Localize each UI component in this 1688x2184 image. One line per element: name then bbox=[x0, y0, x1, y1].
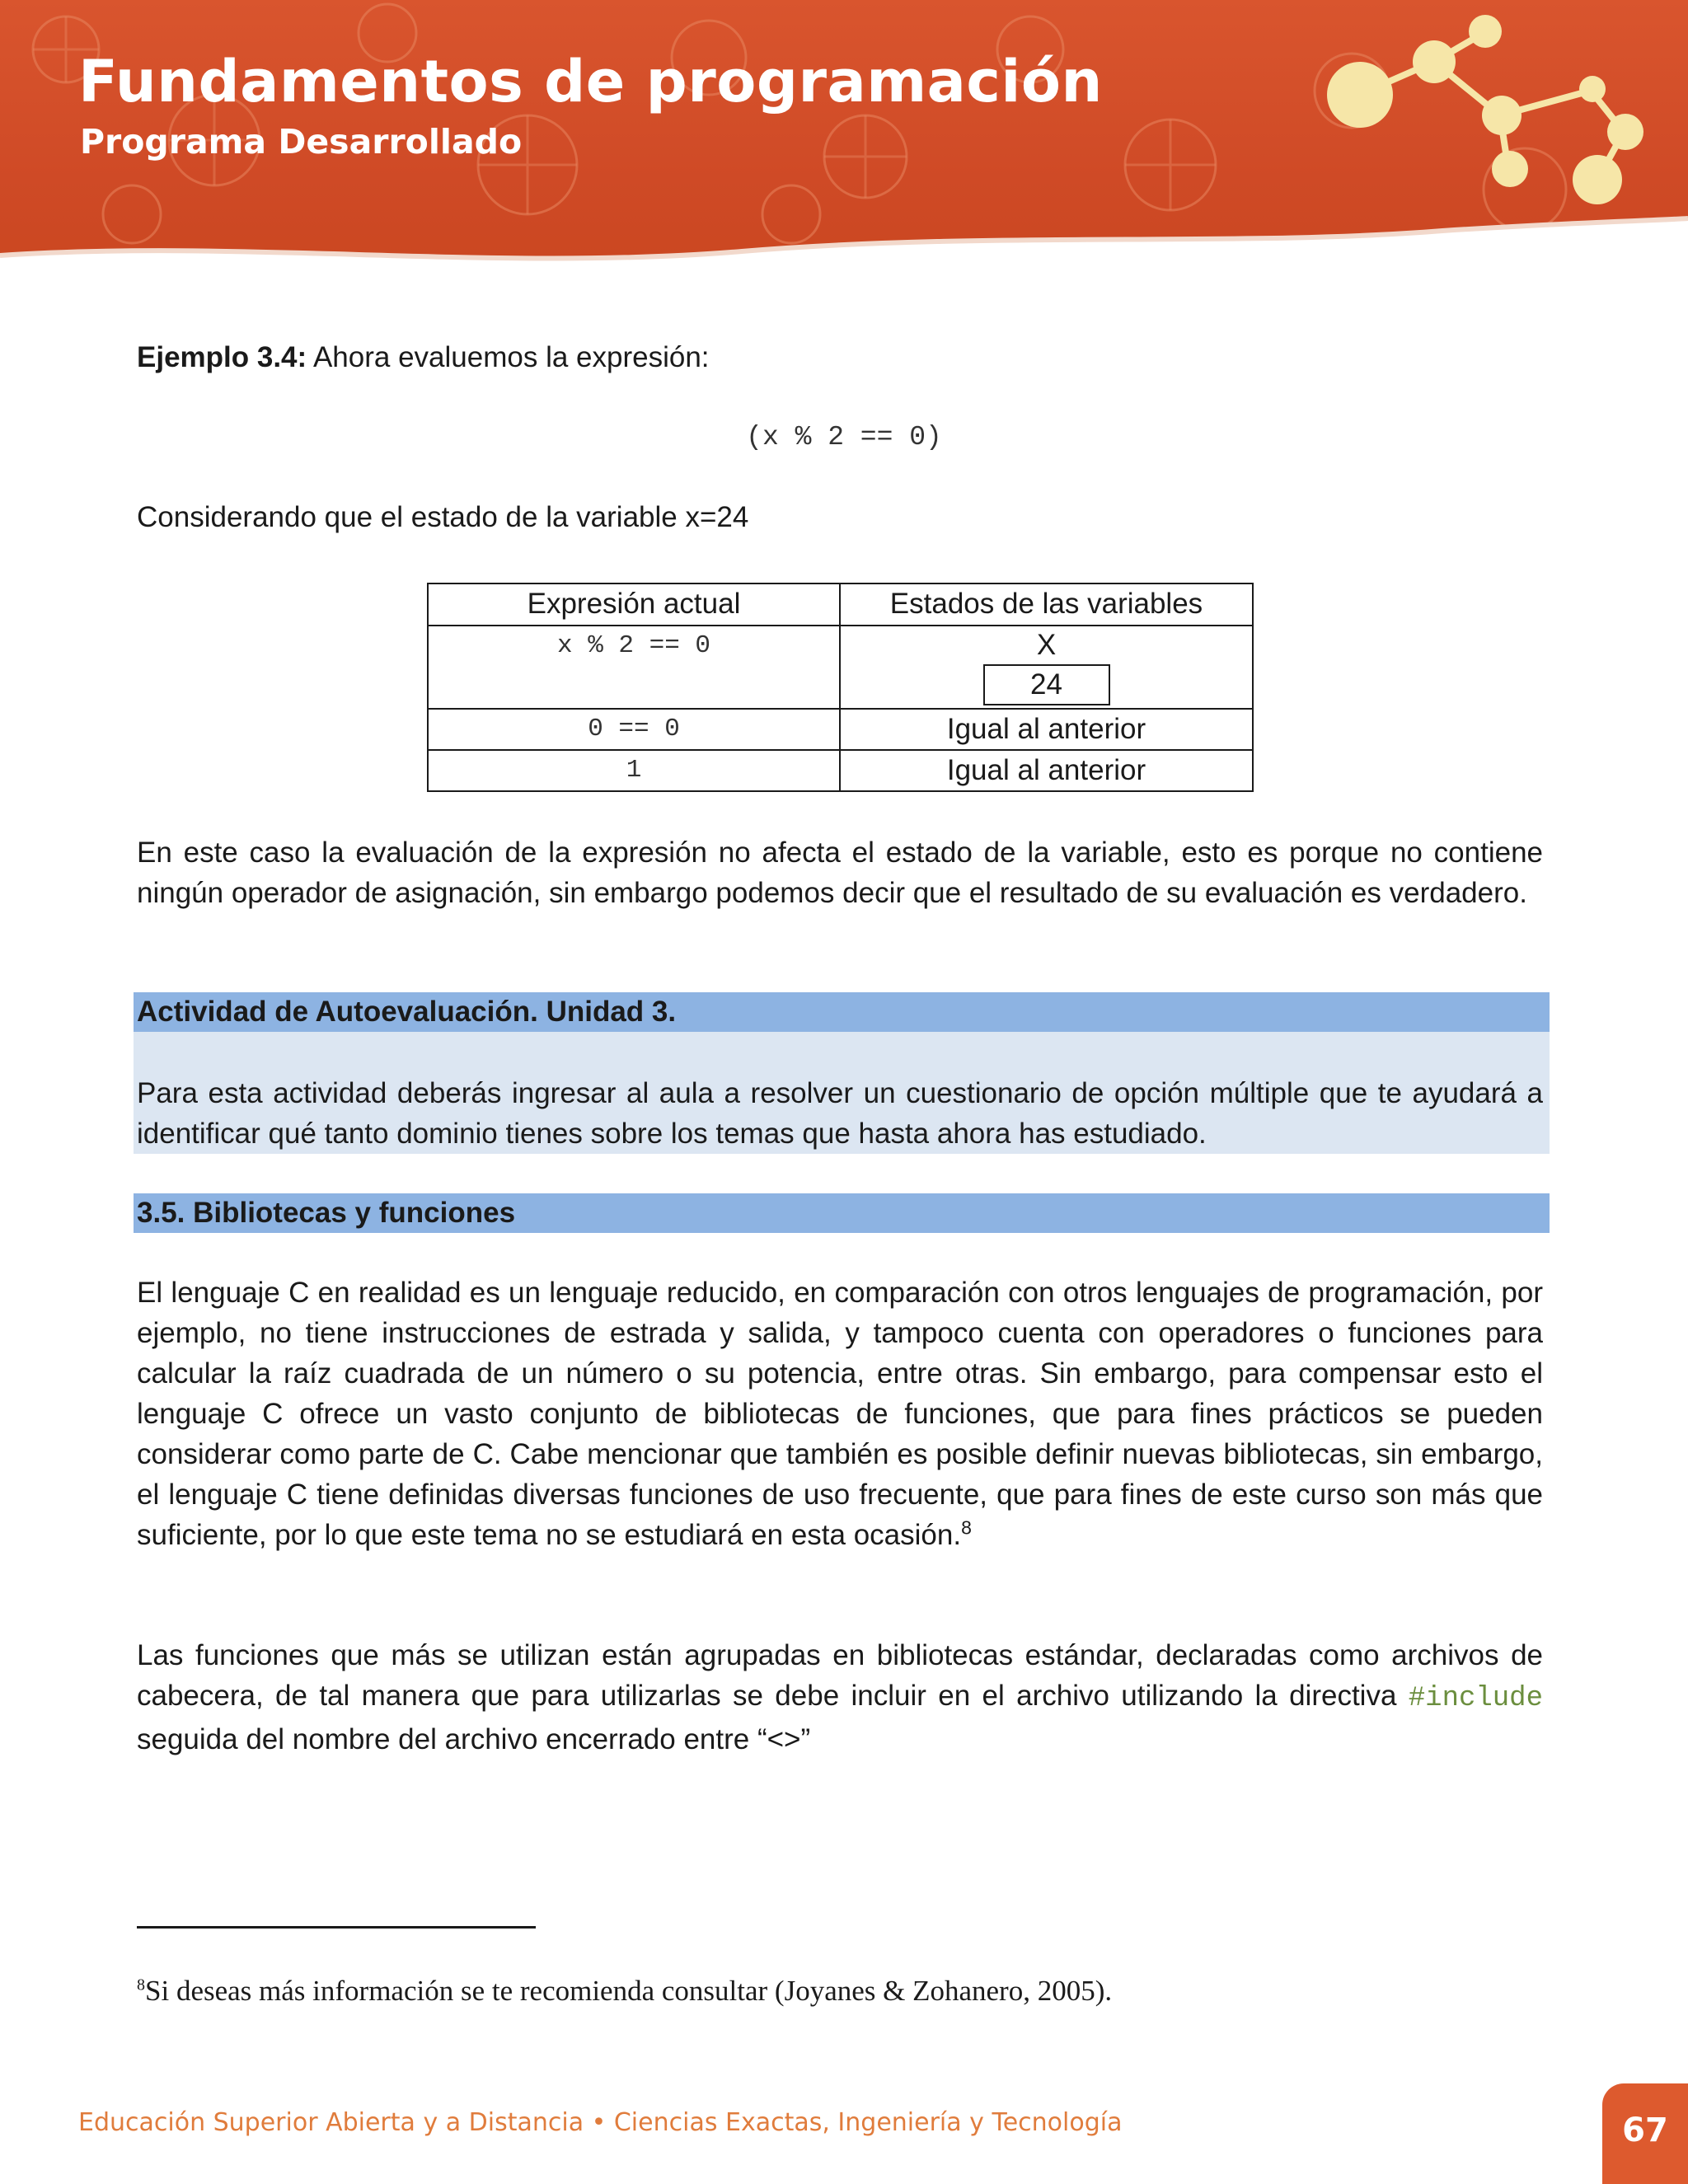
example-heading bbox=[137, 341, 710, 374]
header-wave-edge bbox=[0, 214, 1688, 297]
paragraph-2-text-b: seguida del nombre del archivo encerrado entre “<>” bbox=[137, 1723, 811, 1755]
variable-state-cell bbox=[840, 626, 1253, 709]
variable-condition: Considerando que el estado de la variable x=24 bbox=[137, 501, 749, 533]
example-text: Ahora evaluemos la expresión: bbox=[307, 341, 710, 373]
include-directive: #include bbox=[1408, 1683, 1543, 1714]
page-number: 67 bbox=[1622, 2111, 1668, 2149]
table-row bbox=[428, 626, 1253, 709]
paragraph-2-text-a: Las funciones que más se utilizan están agrupadas en bibliotecas estándar, declaradas como archivos de cabecera, de tal manera que para utilizarlas se debe incluir en el archivo utilizando la directiva bbox=[137, 1639, 1543, 1712]
activity-body-text: Para esta actividad deberás ingresar al aula a resolver un cuestionario de opción múltiple que te ayudará a identificar qué tanto dominio tienes sobre los temas que hasta ahora has estudiado. bbox=[137, 1077, 1543, 1150]
expression-code: (x % 2 == 0) bbox=[746, 422, 942, 452]
molecule-icon bbox=[1261, 0, 1688, 239]
page-header bbox=[0, 0, 1688, 297]
footer-institution: Educación Superior Abierta y a Distancia • Ciencias Exactas, Ingeniería y Tecnología bbox=[78, 2108, 1123, 2137]
footnote-separator bbox=[137, 1926, 536, 1929]
expression-cell: 0 == 0 bbox=[428, 709, 840, 750]
document-title: Fundamentos de programación bbox=[78, 48, 1103, 115]
paragraph-1-text: El lenguaje C en realidad es un lenguaje reducido, en comparación con otros lenguajes de programación, por ejemplo, no tiene instrucciones de estrada y salida, y tampoco cuenta con operadores o funciones para calcular la raíz cuadrada de un número o su potencia, entre otras. Sin embargo, para compensar esto el lenguaje C ofrece un vasto conjunto de bibliotecas de funciones, que para fines prácticos se pueden considerar como parte de C. Cabe mencionar que también es posible definir nuevas bibliotecas, sin embargo, el lenguaje C tiene definidas diversas funciones de uso frecuente, que para fines de este curso son más que suficiente, por lo que este tema no se estudiará en esta ocasión. bbox=[137, 1277, 1543, 1551]
evaluation-table bbox=[427, 583, 1254, 792]
variable-state-cell: Igual al anterior bbox=[840, 750, 1253, 791]
footnote-marker: 8 bbox=[137, 1975, 145, 1994]
document-subtitle: Programa Desarrollado bbox=[80, 122, 523, 162]
footnote-reference: 8 bbox=[961, 1516, 972, 1539]
evaluation-explanation: En este caso la evaluación de la expresión no afecta el estado de la variable, esto es porque no contiene ningún operador de asignación, sin embargo podemos decir que el resultado de su evaluación es verdadero. bbox=[137, 837, 1543, 909]
table-row bbox=[428, 750, 1253, 791]
variable-name: X bbox=[1036, 629, 1057, 661]
table-header-row bbox=[428, 583, 1253, 626]
expression-cell: x % 2 == 0 bbox=[428, 626, 840, 709]
section-paragraph-1 bbox=[137, 1272, 1543, 1555]
column-header-variables: Estados de las variables bbox=[840, 583, 1253, 626]
section-title-band: 3.5. Bibliotecas y funciones bbox=[134, 1193, 1550, 1233]
footnote-text: Si deseas más información se te recomienda consultar (Joyanes & Zohanero, 2005). bbox=[145, 1975, 1113, 2007]
column-header-expression: Expresión actual bbox=[428, 583, 840, 626]
expression-cell: 1 bbox=[428, 750, 840, 791]
activity-title-band: Actividad de Autoevaluación. Unidad 3. bbox=[134, 992, 1550, 1032]
footnote bbox=[137, 1975, 1112, 2008]
example-label: Ejemplo 3.4: bbox=[137, 341, 307, 373]
table-row bbox=[428, 709, 1253, 750]
variable-state-cell: Igual al anterior bbox=[840, 709, 1253, 750]
variable-value-box: 24 bbox=[983, 664, 1110, 705]
section-paragraph-2 bbox=[137, 1635, 1543, 1760]
